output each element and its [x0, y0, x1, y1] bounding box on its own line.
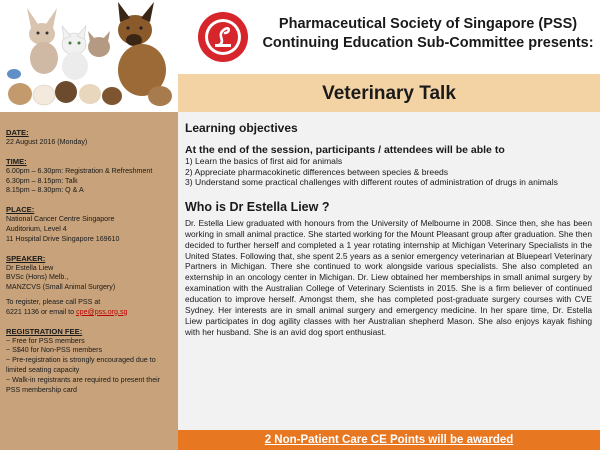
speaker-bio: Dr. Estella Liew graduated with honours from the University of Melbourne in 2008. Since then, she has been working in small animal practice. She started working for the Mount Pleasant group after graduation. She then decided to further herself and completed a 1 year rotating internship at Michigan Veterinary Specialists in the United States. Following that, she spent 2.5 years as a senior emergency veterinarian at Bluepearl Veterinary Partners in Michigan. There she continued to work alongside various specialists. She also completed an externship in an oncology center in Michigan. Dr. Liew obtained her memberships in small animal surgery by examination with the Australian College of Veterinary Scientists in 2015. She is a firm believer of continued education to improve herself. Amongst them, she has completed post-graduate surgery courses with CVE Sydney. Her interests are in small animal surgery and emergency medicine. In her spare time, Dr. Estella Liew participates in dog agility classes with her Australian shepherd Mason. She also enjoys kayak fishing with her husband. She is an avid dog sport enthusiast.: [185, 217, 592, 337]
org-line-2: Continuing Education Sub-Committee presents:: [262, 35, 594, 51]
details-sidebar: [0, 112, 178, 450]
fee-line: ~ Walk-in registrants are required to present their: [6, 375, 161, 384]
place-line: 11 Hospital Drive Singapore 169610: [6, 234, 120, 243]
main-content: [178, 112, 600, 430]
fee-line: ~ S$40 for Non-PSS members: [6, 346, 103, 355]
ce-points-text: 2 Non-Patient Care CE Points will be awarded: [264, 434, 514, 446]
org-line-1: Pharmaceutical Society of Singapore (PSS): [278, 16, 578, 32]
fee-line: ~ Pre-registration is strongly encouraged due to: [6, 356, 156, 365]
objective-item: 2) Appreciate pharmacokinetic differences between species & breeds: [185, 166, 449, 177]
fee-heading: REGISTRATION FEE:: [6, 326, 83, 336]
speaker-heading: SPEAKER:: [6, 253, 46, 263]
time-line: 8.15pm – 8.30pm: Q & A: [6, 186, 84, 195]
event-title: Veterinary Talk: [322, 83, 456, 104]
date-heading: DATE:: [6, 128, 29, 137]
objectives-heading: Learning objectives: [185, 121, 298, 135]
date-value: 22 August 2016 (Monday): [6, 138, 88, 146]
pets-group-image: [0, 0, 178, 112]
time-heading: TIME:: [6, 156, 27, 166]
fee-line: PSS membership card: [6, 385, 77, 394]
objective-item: 1) Learn the basics of first aid for animals: [185, 156, 343, 166]
ce-points-banner: [178, 430, 600, 450]
speaker-bio-heading: Who is Dr Estella Liew ?: [185, 199, 330, 214]
place-heading: PLACE:: [6, 205, 35, 215]
place-line: National Cancer Centre Singapore: [6, 215, 115, 224]
objective-item: 3) Understand some practical challenges with different routes of administration of drugs in animals: [185, 177, 558, 188]
fee-line: limited seating capacity: [6, 365, 80, 374]
time-line: 6.30pm – 8.15pm: Talk: [6, 176, 78, 185]
organization-heading: [262, 15, 594, 53]
speaker-line: Dr Estella Liew: [6, 263, 54, 272]
register-phone: 6221 1136 or email to: [6, 307, 77, 316]
register-line-2: [6, 308, 174, 318]
place-line: Auditorium, Level 4: [6, 224, 67, 233]
speaker-line: MANZCVS (Small Animal Surgery): [6, 283, 116, 292]
email-link[interactable]: cpe@pss.org.sg: [76, 307, 128, 316]
time-line: 6.00pm – 6.30pm: Registration & Refreshment: [6, 166, 153, 175]
pss-logo: [197, 11, 249, 63]
fee-line: ~ Free for PSS members: [6, 336, 85, 345]
objectives-intro: At the end of the session, participants / attendees will be able to: [185, 144, 505, 156]
speaker-line: BVSc (Hons) Melb.,: [6, 273, 69, 282]
register-line: To register, please call PSS at: [6, 297, 101, 306]
